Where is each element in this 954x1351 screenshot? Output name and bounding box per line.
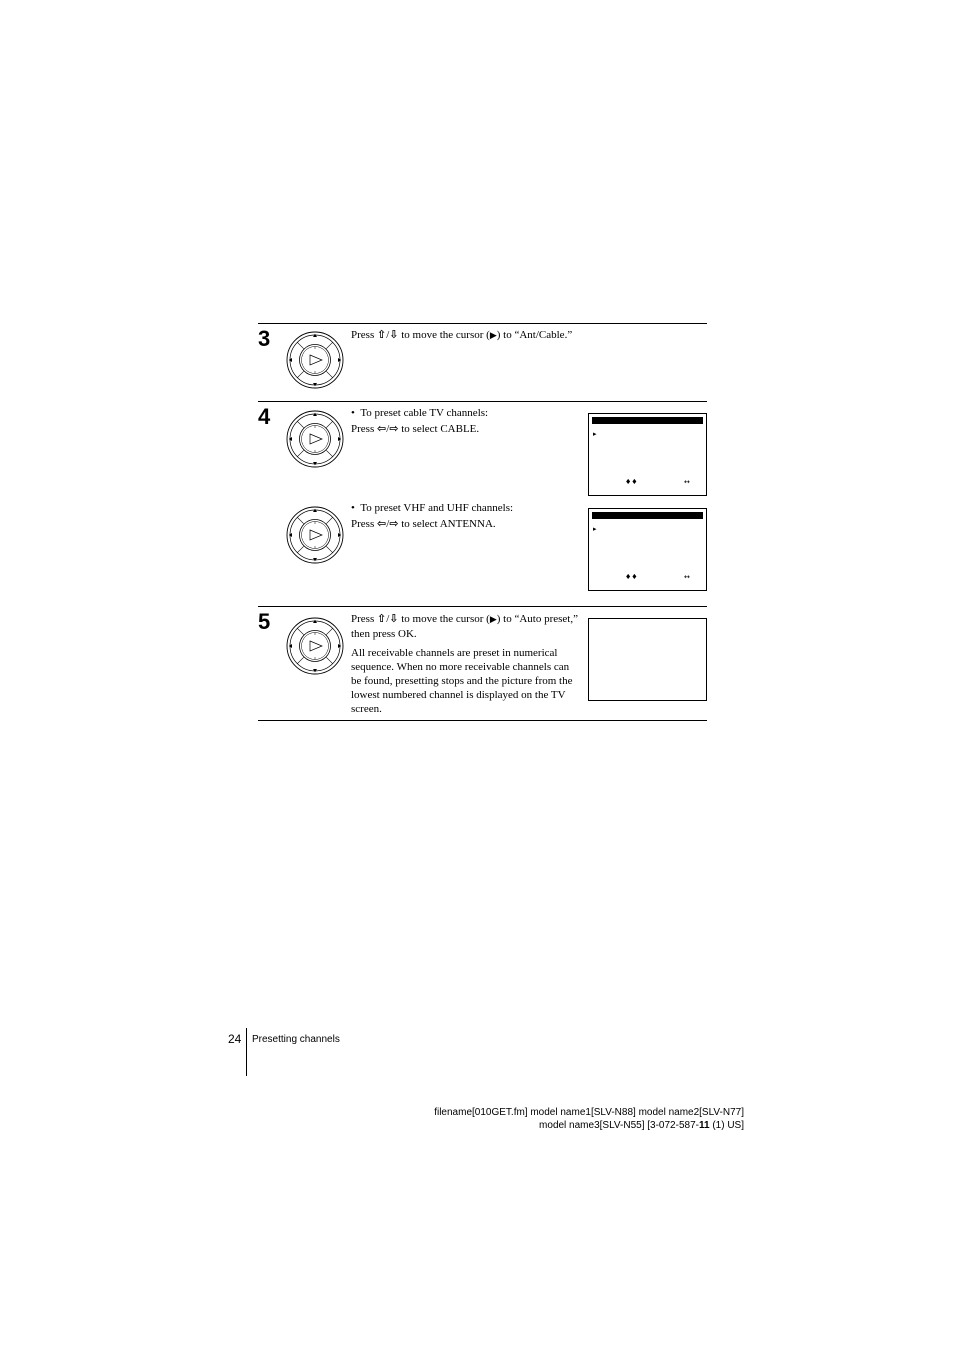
file-meta-line2: model name3[SLV-N55] [3-072-587-11 (1) US] bbox=[539, 1120, 744, 1131]
remote-dial-icon bbox=[286, 506, 344, 564]
tv-menu-title-bar bbox=[592, 512, 703, 519]
arrow-right-icon: ⇨ bbox=[389, 422, 399, 435]
step-4-antenna-text bbox=[351, 501, 576, 531]
section-label: Presetting channels bbox=[252, 1034, 340, 1045]
cursor-icon: ▶ bbox=[489, 615, 497, 625]
step-3-instruction: Press ⇧/⇩ to move the cursor (▶) to “Ant/Cable.” bbox=[351, 328, 573, 341]
tv-cursor-icon: ▸ bbox=[593, 430, 597, 438]
file-meta-line1: filename[010GET.fm] model name1[SLV-N88] model name2[SLV-N77] bbox=[434, 1107, 744, 1118]
step-5-top-rule bbox=[258, 606, 707, 607]
step-4-top-rule bbox=[258, 401, 707, 402]
step-5-bottom-rule bbox=[258, 720, 707, 721]
remote-dial-icon bbox=[286, 410, 344, 468]
arrow-left-icon: ⇦ bbox=[376, 517, 387, 530]
step-3-top-rule bbox=[258, 323, 707, 324]
arrow-down-icon: ⇩ bbox=[389, 612, 399, 625]
step-4-cable-bullet: • To preset cable TV channels: bbox=[351, 407, 489, 419]
tv-leftright-icon: ↔ bbox=[684, 573, 690, 581]
tv-updown-icon: ♦♦ bbox=[625, 478, 638, 486]
step-3-text bbox=[351, 328, 701, 343]
page-number: 24 bbox=[228, 1032, 242, 1046]
arrow-left-icon: ⇦ bbox=[376, 422, 387, 435]
tv-leftright-icon: ↔ bbox=[684, 478, 690, 486]
step-3-number: 3 bbox=[258, 326, 271, 351]
tv-cursor-icon: ▸ bbox=[593, 525, 597, 533]
arrow-down-icon: ⇩ bbox=[389, 328, 399, 341]
remote-dial-icon bbox=[286, 331, 344, 389]
step-4-antenna-press: Press ⇦/⇨ to select ANTENNA. bbox=[351, 517, 496, 530]
footer-divider bbox=[246, 1028, 247, 1076]
step-5-description: All receivable channels are preset in numerical sequence. When no more receivable channels can be found, presetting stops and the picture from the lowest numbered channel is displayed on the TV screen. bbox=[351, 647, 573, 715]
step-4-cable-press: Press ⇦/⇨ to select CABLE. bbox=[351, 422, 480, 435]
arrow-right-icon: ⇨ bbox=[389, 517, 399, 530]
tv-screen-cable bbox=[588, 413, 707, 496]
cursor-icon: ▶ bbox=[489, 331, 497, 341]
remote-dial-icon bbox=[286, 617, 344, 675]
arrow-up-icon: ⇧ bbox=[376, 612, 387, 625]
tv-screen-auto-preset bbox=[588, 618, 707, 701]
step-4-cable-text bbox=[351, 406, 576, 436]
step-4-number: 4 bbox=[258, 404, 271, 429]
tv-screen-antenna bbox=[588, 508, 707, 591]
step-5-instruction: Press ⇧/⇩ to move the cursor (▶) to “Auto preset,” then press OK. bbox=[351, 612, 578, 640]
tv-menu-title-bar bbox=[592, 417, 703, 424]
step-5-number: 5 bbox=[258, 609, 271, 634]
tv-updown-icon: ♦♦ bbox=[625, 573, 638, 581]
step-4-antenna-bullet: • To preset VHF and UHF channels: bbox=[351, 502, 514, 514]
step-5-text bbox=[351, 612, 579, 716]
arrow-up-icon: ⇧ bbox=[376, 328, 387, 341]
